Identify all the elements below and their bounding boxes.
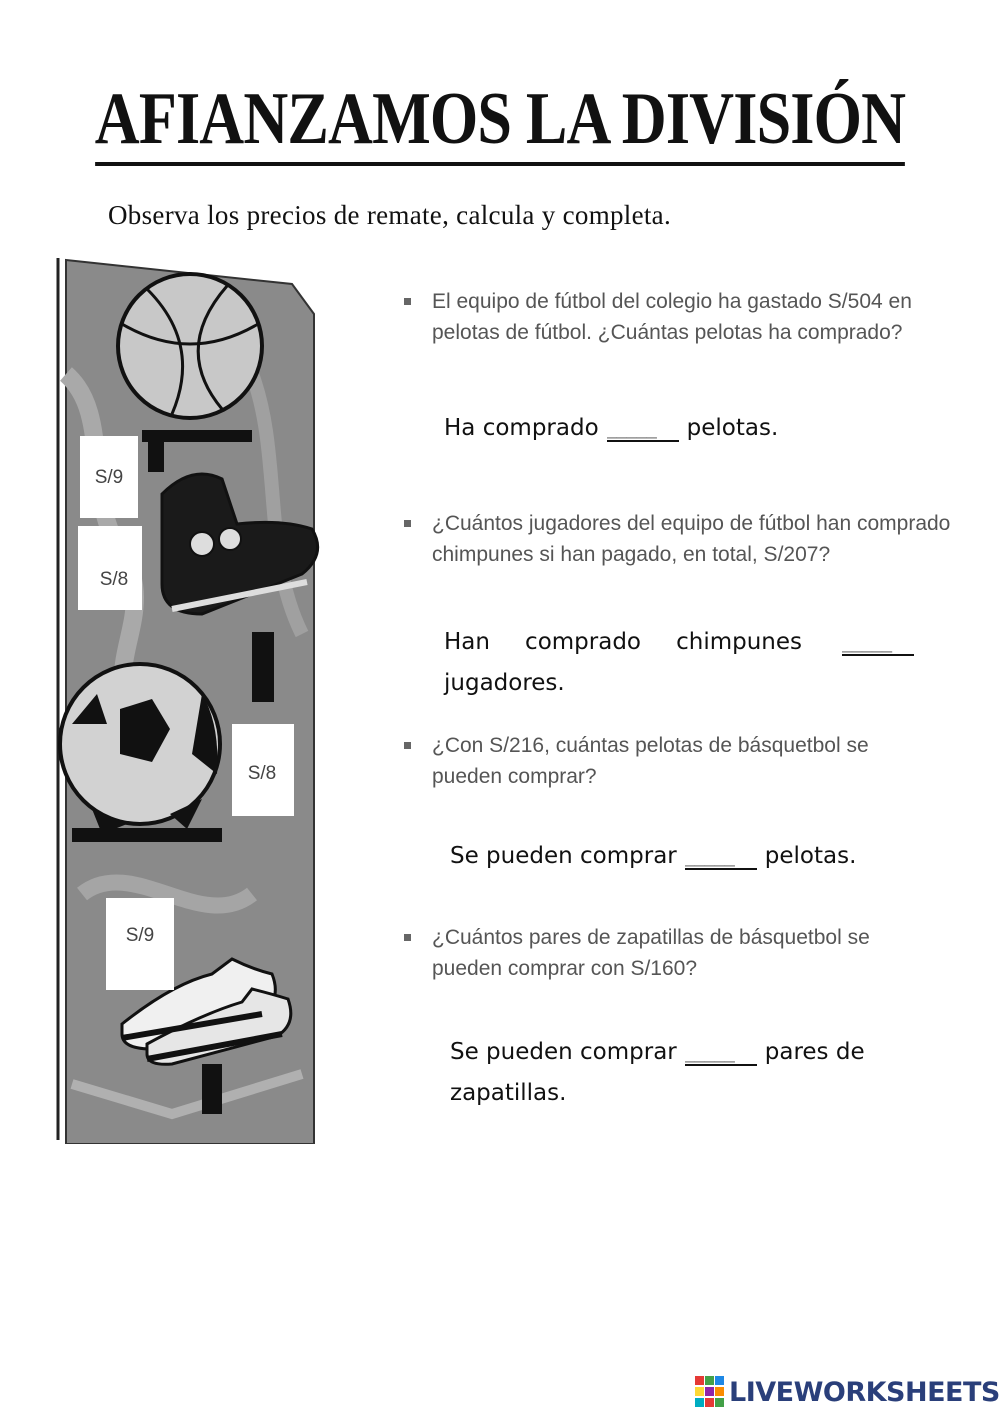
question-4 — [404, 922, 944, 984]
question-3-text: ¿Con S/216, cuántas pelotas de básquetbol se pueden comprar? — [432, 734, 869, 788]
price-tag-1-text: S/9 — [94, 467, 124, 488]
answer-3-after: pelotas. — [764, 843, 857, 869]
liveworksheets-logo — [695, 1375, 1000, 1409]
question-3 — [404, 730, 924, 792]
answer-2-after: jugadores. — [444, 670, 565, 696]
answer-3-before: Se pueden comprar — [450, 843, 677, 869]
price-tag-2-text: S/8 — [99, 569, 129, 590]
answer-2-input[interactable] — [842, 634, 914, 656]
price-tag-3-text: S/8 — [247, 763, 277, 784]
question-1-text: El equipo de fútbol del colegio ha gastado S/504 en pelotas de fútbol. ¿Cuántas pelotas ha comprado? — [432, 290, 912, 344]
answer-4 — [450, 1032, 900, 1114]
bullet-icon — [404, 298, 411, 305]
question-1 — [404, 286, 964, 348]
question-2 — [404, 508, 964, 570]
price-tag-4 — [106, 898, 174, 990]
worksheet-title-text: AFIANZAMOS LA DIVISIÓN — [95, 78, 905, 166]
answer-2-before: Han comprado chimpunes — [444, 629, 802, 655]
answer-3-input[interactable] — [685, 848, 757, 870]
answer-4-input[interactable] — [685, 1044, 757, 1066]
bullet-icon — [404, 520, 411, 527]
answer-4-before: Se pueden comprar — [450, 1039, 677, 1065]
answer-2 — [444, 622, 922, 704]
price-tag-1 — [80, 436, 138, 518]
answer-1-before: Ha comprado — [444, 415, 599, 441]
basketball — [118, 274, 262, 418]
question-4-text: ¿Cuántos pares de zapatillas de básquetbol se pueden comprar con S/160? — [432, 926, 870, 980]
liveworksheets-logo-text: LIVEWORKSHEETS — [729, 1376, 1000, 1408]
question-2-text: ¿Cuántos jugadores del equipo de fútbol han comprado chimpunes si han pagado, en total, S/207? — [432, 512, 951, 566]
bullet-icon — [404, 934, 411, 941]
answer-1 — [444, 408, 778, 449]
liveworksheets-logo-icon — [695, 1376, 725, 1408]
answer-4-after: pares de zapatillas. — [450, 1039, 865, 1106]
answer-1-input[interactable] — [607, 420, 679, 442]
price-tag-2 — [78, 526, 142, 610]
answer-1-after: pelotas. — [686, 415, 779, 441]
price-tag-4-text: S/9 — [125, 925, 155, 946]
instructions: Observa los precios de remate, calcula y completa. — [108, 200, 672, 230]
answer-3 — [450, 836, 856, 877]
price-tag-3 — [232, 724, 294, 816]
worksheet-title — [80, 78, 920, 160]
bullet-icon — [404, 742, 411, 749]
sports-shelf-illustration — [52, 254, 324, 1144]
